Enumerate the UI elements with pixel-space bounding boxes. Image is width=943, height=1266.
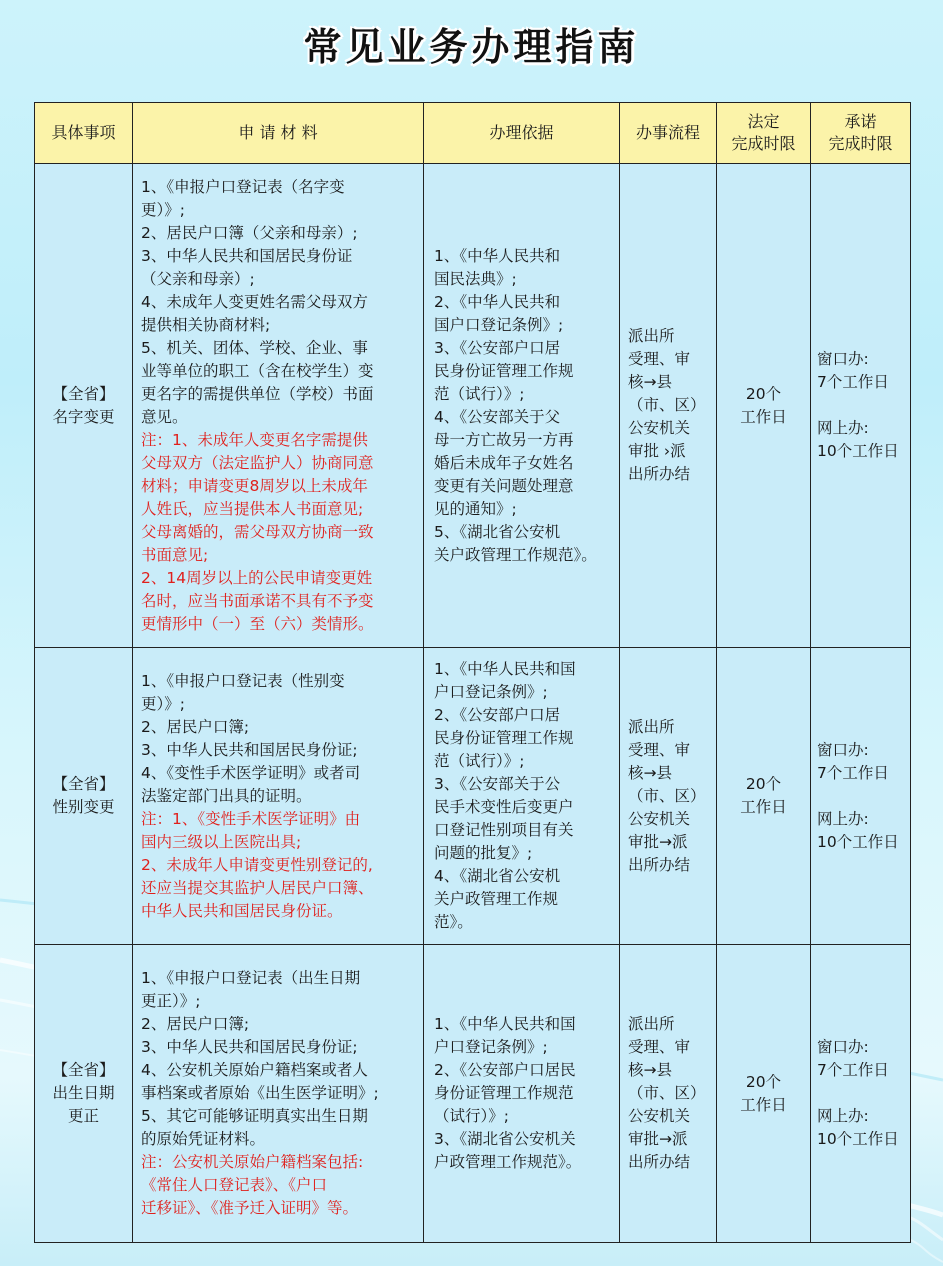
text-line: 审批 ›派 [628, 442, 686, 460]
text-line: 5、其它可能够证明真实出生日期 [141, 1107, 368, 1125]
text-line: 10个工作日 [817, 442, 899, 460]
text-line: 出所办结 [628, 465, 691, 483]
text-line: 户口登记条例》; [434, 683, 548, 701]
text-line: 7个工作日 [817, 763, 889, 782]
text-line: 2、居民户口簿; [141, 717, 250, 736]
text-line: 民身份证管理工作规 [434, 361, 574, 380]
text-line: 工作日 [740, 798, 787, 816]
text-line: 4、公安机关原始户籍档案或者人 [141, 1061, 368, 1079]
flow-cell [620, 164, 717, 648]
text-line: 婚后未成年子女姓名 [434, 453, 574, 472]
text-line: 3、《公安部关于公 [434, 775, 561, 793]
text-line: 法鉴定部门出具的证明。 [141, 786, 312, 805]
text-line: 更名字的需提供单位（学校）书面 [141, 384, 374, 403]
text-line: 见的通知》; [434, 499, 517, 518]
promise-time-cell [811, 164, 911, 648]
header-legal-time-line: 法定 [747, 112, 780, 131]
legal-time-cell [717, 164, 811, 648]
text-line: 网上办: [817, 809, 869, 828]
text-line: 3、中华人民共和国居民身份证; [141, 740, 358, 759]
spacer [817, 1082, 908, 1105]
note-line: 书面意见; [141, 545, 209, 564]
text-line: 受理、审 [628, 740, 691, 759]
text-line: 国民法典》; [434, 269, 517, 288]
text-line: 1、《申报户口登记表（性别变 [141, 671, 345, 690]
text-line: 网上办: [817, 1107, 869, 1125]
text-line: 民身份证管理工作规 [434, 729, 574, 747]
text-line: 出所办结 [628, 1153, 691, 1171]
text-line: 受理、审 [628, 1038, 691, 1056]
note-line: 注：1、未成年人变更名字需提供 [141, 430, 368, 449]
note-line: 还应当提交其监护人居民户口簿、 [141, 878, 374, 897]
note-line: 迁移证》、《准予迁入证明》等。 [141, 1199, 359, 1217]
text-line: 4、《变性手术医学证明》或者司 [141, 763, 361, 782]
text-line: （市、区） [628, 1084, 706, 1102]
header-item: 具体事项 [35, 103, 133, 164]
text-line: 国户口登记条例》; [434, 315, 564, 334]
text-line: 10个工作日 [817, 1130, 899, 1148]
text-line: 的原始凭证材料。 [141, 1130, 266, 1148]
text-line: 7个工作日 [817, 373, 889, 391]
text-line: （父亲和母亲）; [141, 269, 255, 288]
item-cell [35, 945, 133, 1243]
text-line: 20个 [745, 384, 782, 403]
header-promise-time-line: 承诺 [844, 112, 877, 131]
promise-time-cell [811, 648, 911, 945]
text-line: 1、《申报户口登记表（出生日期 [141, 969, 361, 987]
note-line: 更情形中（一）至（六）类情形。 [141, 614, 374, 633]
header-promise-time-line: 完成时限 [828, 134, 893, 153]
basis-cell [424, 164, 620, 648]
text-line: 工作日 [740, 1095, 787, 1114]
materials-cell [133, 648, 424, 945]
text-line: 户政管理工作规范》。 [434, 1153, 582, 1171]
text-line: 2、《公安部户口居民 [434, 1061, 576, 1079]
text-line: 窗口办: [817, 740, 869, 759]
table-body [35, 164, 911, 1243]
text-line: 3、中华人民共和国居民身份证; [141, 1038, 358, 1056]
basis-cell [424, 945, 620, 1243]
spacer [817, 785, 908, 808]
text-line: 更正 [67, 1107, 99, 1125]
text-line: 20个 [745, 775, 782, 793]
flow-cell [620, 945, 717, 1243]
text-line: 提供相关协商材料; [141, 315, 271, 334]
text-line: 范（试行）》; [434, 752, 525, 770]
text-line: 5、机关、团体、学校、企业、事 [141, 338, 368, 357]
text-line: 关户政管理工作规 [434, 890, 559, 908]
text-line: 性别变更 [52, 798, 115, 816]
text-line: 核→县 [628, 1061, 672, 1079]
text-line: 4、《湖北省公安机 [434, 867, 561, 885]
header-legal-time [717, 103, 811, 164]
note-line: 父母双方（法定监护人）协商同意 [141, 453, 374, 472]
table-row [35, 945, 911, 1243]
text-line: （市、区） [628, 396, 706, 414]
flow-cell [620, 648, 717, 945]
text-line: 出所办结 [628, 855, 691, 874]
materials-cell [133, 945, 424, 1243]
text-line: 1、《申报户口登记表（名字变 [141, 177, 345, 196]
text-line: 更正）》; [141, 992, 201, 1010]
text-line: 【全省】 [52, 775, 115, 793]
text-line: 【全省】 [52, 384, 115, 403]
text-line: 派出所 [628, 717, 675, 736]
header-promise-time [811, 103, 911, 164]
note-line: 名时，应当书面承诺不具有不予变 [141, 591, 374, 610]
note-line: 国内三级以上医院出具; [141, 832, 302, 851]
text-line: 公安机关 [628, 809, 691, 828]
text-line: 3、中华人民共和国居民身份证 [141, 246, 353, 265]
note-line: 2、14周岁以上的公民申请变更姓 [141, 568, 373, 587]
text-line: （市、区） [628, 786, 706, 805]
text-line: 派出所 [628, 327, 675, 345]
note-line: 《常住人口登记表》、《户口 [141, 1176, 328, 1194]
text-line: 2、《中华人民共和 [434, 292, 561, 311]
spacer [817, 394, 908, 417]
text-line: 派出所 [628, 1015, 675, 1033]
item-cell [35, 164, 133, 648]
text-line: 口登记性别项目有关 [434, 821, 574, 839]
business-guide-table [34, 102, 911, 1243]
text-line: 公安机关 [628, 1107, 691, 1125]
text-line: 核→县 [628, 373, 672, 391]
text-line: 身份证管理工作规范 [434, 1084, 574, 1102]
table-header-row [35, 103, 911, 164]
text-line: 【全省】 [52, 1061, 115, 1079]
note-line: 2、未成年人申请变更性别登记的, [141, 855, 373, 874]
note-line: 中华人民共和国居民身份证。 [141, 901, 343, 920]
header-legal-time-line: 完成时限 [731, 134, 796, 153]
text-line: 民手术变性后变更户 [434, 798, 574, 816]
text-line: 变更有关问题处理意 [434, 476, 574, 495]
text-line: 关户政管理工作规范》。 [434, 545, 597, 564]
text-line: 事档案或者原始《出生医学证明》; [141, 1084, 379, 1102]
text-line: 1、《中华人民共和国 [434, 660, 576, 678]
legal-time-cell [717, 648, 811, 945]
table-row [35, 648, 911, 945]
header-basis: 办理依据 [424, 103, 620, 164]
text-line: 10个工作日 [817, 832, 899, 851]
text-line: 出生日期 [52, 1084, 115, 1102]
text-line: 意见。 [141, 407, 188, 426]
table-row [35, 164, 911, 648]
text-line: 1、《中华人民共和国 [434, 1015, 576, 1033]
text-line: 户口登记条例》; [434, 1038, 548, 1056]
text-line: 7个工作日 [817, 1061, 889, 1079]
text-line: 范（试行）》; [434, 384, 525, 403]
text-line: 2、居民户口簿（父亲和母亲）; [141, 223, 358, 242]
text-line: 20个 [745, 1072, 782, 1091]
text-line: 核→县 [628, 763, 672, 782]
note-line: 父母离婚的，需父母双方协商一致 [141, 522, 374, 541]
note-line: 人姓氏，应当提供本人书面意见; [141, 499, 364, 518]
text-line: 更）》; [141, 694, 185, 713]
text-line: 工作日 [740, 407, 787, 426]
text-line: 窗口办: [817, 350, 869, 368]
text-line: 问题的批复》; [434, 844, 533, 862]
promise-time-cell [811, 945, 911, 1243]
text-line: 审批→派 [628, 832, 688, 851]
page-title: 常见业务办理指南 [303, 24, 640, 69]
note-line: 注：公安机关原始户籍档案包括: [141, 1153, 364, 1171]
text-line: 名字变更 [52, 407, 115, 426]
header-flow: 办事流程 [620, 103, 717, 164]
text-line: 受理、审 [628, 350, 691, 368]
text-line: 业等单位的职工（含在校学生）变 [141, 361, 374, 380]
text-line: 4、未成年人变更姓名需父母双方 [141, 292, 368, 311]
text-line: 4、《公安部关于父 [434, 407, 561, 426]
text-line: 5、《湖北省公安机 [434, 522, 561, 541]
text-line: 窗口办: [817, 1038, 869, 1056]
text-line: 1、《中华人民共和 [434, 246, 561, 265]
text-line: 审批→派 [628, 1130, 688, 1148]
basis-cell [424, 648, 620, 945]
text-line: 3、《公安部户口居 [434, 338, 561, 357]
text-line: 母一方亡故另一方再 [434, 430, 574, 449]
text-line: 更）》; [141, 200, 185, 219]
header-materials: 申 请 材 料 [133, 103, 424, 164]
text-line: 2、《公安部户口居 [434, 706, 561, 724]
text-line: 范》。 [434, 913, 473, 931]
text-line: （试行）》; [434, 1107, 509, 1125]
legal-time-cell [717, 945, 811, 1243]
materials-cell [133, 164, 424, 648]
note-line: 注：1、《变性手术医学证明》由 [141, 809, 361, 828]
note-line: 材料；申请变更8周岁以上未成年 [141, 476, 368, 495]
text-line: 3、《湖北省公安机关 [434, 1130, 576, 1148]
text-line: 公安机关 [628, 419, 691, 437]
text-line: 2、居民户口簿; [141, 1015, 250, 1033]
item-cell [35, 648, 133, 945]
text-line: 网上办: [817, 419, 869, 437]
